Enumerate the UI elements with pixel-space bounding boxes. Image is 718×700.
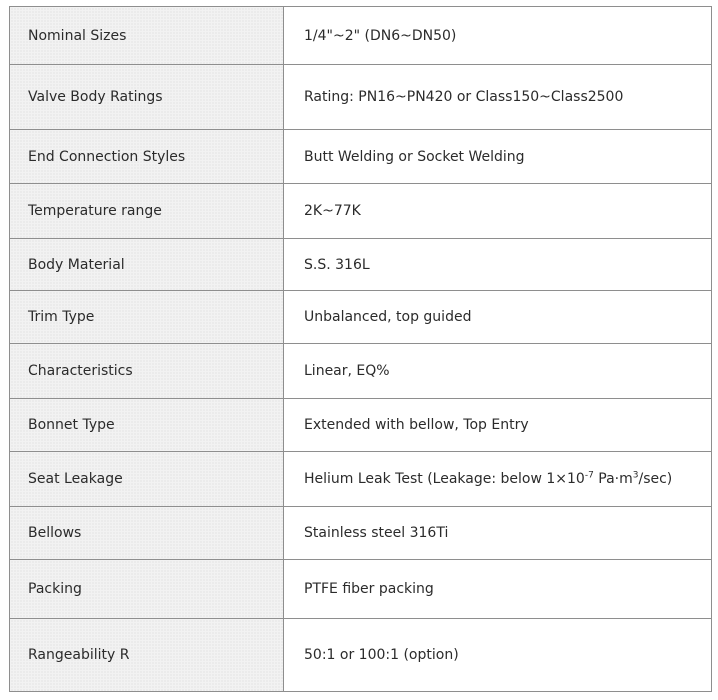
leakage-unit-exponent: 3 bbox=[632, 470, 639, 481]
spec-value: Butt Welding or Socket Welding bbox=[284, 130, 712, 184]
table-row bbox=[10, 7, 712, 65]
spec-value: 1/4"~2" (DN6~DN50) bbox=[284, 7, 712, 65]
leakage-exponent: -7 bbox=[584, 470, 594, 481]
spec-label: Bellows bbox=[10, 507, 284, 560]
table-row bbox=[10, 239, 712, 291]
spec-value bbox=[284, 452, 712, 507]
spec-value: S.S. 316L bbox=[284, 239, 712, 291]
spec-value: PTFE fiber packing bbox=[284, 560, 712, 619]
spec-label: Rangeability R bbox=[10, 619, 284, 692]
leakage-unit-suffix: /sec) bbox=[638, 471, 673, 487]
spec-label: Body Material bbox=[10, 239, 284, 291]
spec-label: Seat Leakage bbox=[10, 452, 284, 507]
spec-value: Stainless steel 316Ti bbox=[284, 507, 712, 560]
spec-value: 50:1 or 100:1 (option) bbox=[284, 619, 712, 692]
table-row bbox=[10, 560, 712, 619]
spec-value: Rating: PN16~PN420 or Class150~Class2500 bbox=[284, 65, 712, 130]
table-row bbox=[10, 344, 712, 399]
table-row bbox=[10, 452, 712, 507]
spec-value: Extended with bellow, Top Entry bbox=[284, 399, 712, 452]
table-row bbox=[10, 65, 712, 130]
table-row bbox=[10, 184, 712, 239]
table-row bbox=[10, 507, 712, 560]
specification-table bbox=[9, 6, 712, 692]
table-row bbox=[10, 291, 712, 344]
table-row bbox=[10, 130, 712, 184]
spec-value: Linear, EQ% bbox=[284, 344, 712, 399]
spec-label: Packing bbox=[10, 560, 284, 619]
table-row bbox=[10, 619, 712, 692]
spec-label: Bonnet Type bbox=[10, 399, 284, 452]
spec-value: Unbalanced, top guided bbox=[284, 291, 712, 344]
spec-label: End Connection Styles bbox=[10, 130, 284, 184]
spec-label: Temperature range bbox=[10, 184, 284, 239]
table-row bbox=[10, 399, 712, 452]
spec-label: Nominal Sizes bbox=[10, 7, 284, 65]
spec-label: Valve Body Ratings bbox=[10, 65, 284, 130]
spec-label: Trim Type bbox=[10, 291, 284, 344]
spec-label: Characteristics bbox=[10, 344, 284, 399]
leakage-text: Helium Leak Test (Leakage: below 1×10 bbox=[304, 471, 585, 487]
leakage-unit: Pa·m bbox=[593, 471, 633, 487]
spec-value: 2K~77K bbox=[284, 184, 712, 239]
